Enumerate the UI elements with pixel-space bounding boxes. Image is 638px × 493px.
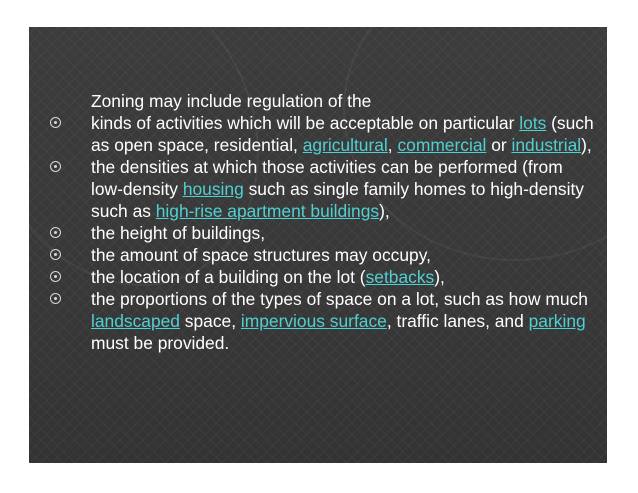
bullet-item: [29, 222, 607, 244]
bullet-text: the location of a building on the lot (: [91, 267, 366, 287]
hyperlink-commercial[interactable]: commercial: [397, 135, 487, 155]
slide-body: [29, 90, 607, 354]
intro-text: Zoning may include regulation of the: [91, 91, 372, 111]
circled-dot-bullet-icon: [50, 117, 61, 128]
hyperlink-landscaped[interactable]: landscaped: [91, 311, 180, 331]
bullet-item: [29, 266, 607, 288]
bullet-text: ),: [581, 135, 592, 155]
hyperlink-impervious-surface[interactable]: impervious surface: [240, 311, 387, 331]
bullet-text: kinds of activities which will be acceptable on particular: [91, 113, 520, 133]
bullet-list: [29, 112, 607, 354]
hyperlink-agricultural[interactable]: agricultural: [302, 135, 388, 155]
slide: [29, 27, 607, 463]
bullet-text: (such as open space, residential,: [91, 113, 594, 155]
bullet-item: [29, 244, 607, 266]
bullet-text: the height of buildings,: [91, 223, 266, 243]
bullet-item: [29, 156, 607, 222]
hyperlink-industrial[interactable]: industrial: [511, 135, 582, 155]
bullet-text: the densities at which those activities can be performed (from low-density: [91, 157, 563, 199]
hyperlink-setbacks[interactable]: setbacks: [365, 267, 435, 287]
bullet-text: space,: [179, 311, 241, 331]
bullet-text: , traffic lanes, and: [386, 311, 529, 331]
bullet-text: or: [486, 135, 512, 155]
bullet-text: the amount of space structures may occupy,: [91, 245, 431, 265]
circled-dot-bullet-icon: [50, 227, 61, 238]
hyperlink-parking[interactable]: parking: [528, 311, 586, 331]
bullet-text: ),: [379, 201, 390, 221]
circled-dot-bullet-icon: [50, 249, 61, 260]
circled-dot-bullet-icon: [50, 293, 61, 304]
bullet-text: the proportions of the types of space on a lot, such as how much: [91, 289, 588, 309]
circled-dot-bullet-icon: [50, 161, 61, 172]
bullet-text: such as single family homes to high-density such as: [91, 179, 584, 221]
circled-dot-bullet-icon: [50, 271, 61, 282]
bullet-text: ,: [387, 135, 398, 155]
hyperlink-high-rise-apartment-buildings[interactable]: high-rise apartment buildings: [155, 201, 380, 221]
hyperlink-lots[interactable]: lots: [519, 113, 547, 133]
bullet-item: [29, 288, 607, 354]
bullet-text: must be provided.: [91, 333, 230, 353]
bullet-text: ),: [434, 267, 445, 287]
bullet-item: [29, 112, 607, 156]
hyperlink-housing[interactable]: housing: [182, 179, 244, 199]
